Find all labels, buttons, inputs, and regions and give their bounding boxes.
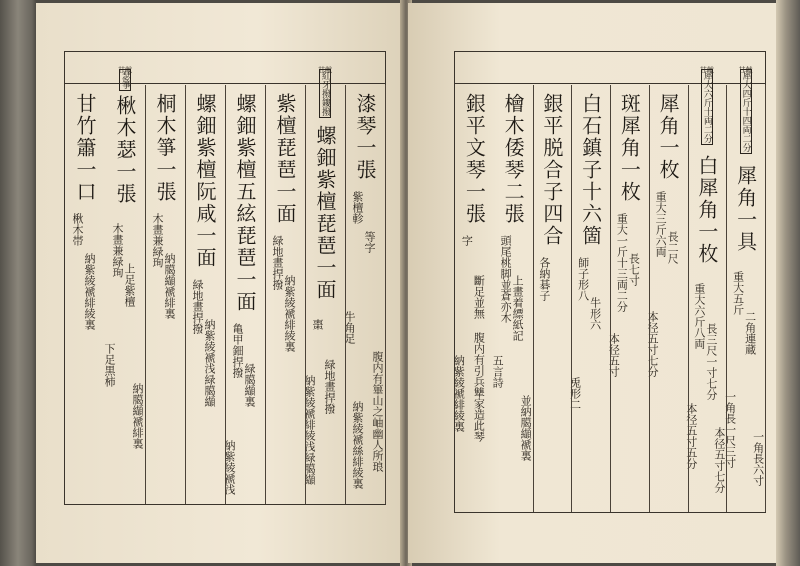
left-page-header-band <box>65 52 385 84</box>
entry-note: 楸木帯 <box>71 213 84 246</box>
entry-title: 銀平脱合子四合 <box>539 93 564 247</box>
entry-note: 緑地畫捍撥 <box>323 359 336 414</box>
entry-note: 納紫綾褫緋綾裏 <box>452 355 466 432</box>
right-page-frame <box>454 51 766 513</box>
entry-note: 亀甲鈿捍撥 <box>231 323 244 378</box>
column-4 <box>607 85 650 512</box>
column-2 <box>303 66 346 504</box>
column-8 <box>452 85 494 512</box>
entry-note: 棗 <box>311 319 324 330</box>
entry-note: 上足紫檀 <box>123 263 136 307</box>
entry-note: 本径五寸七分 <box>712 427 726 493</box>
entry-title: 斑犀角一枚 <box>617 93 642 203</box>
entry-note: 重大三斤六両 <box>654 191 668 257</box>
entry-note: 納臈纈褫緋裏 <box>131 383 144 449</box>
left-page <box>36 3 404 563</box>
entry-note: 五言詩 <box>491 355 505 388</box>
entry-note: 重大五斤 <box>731 271 745 315</box>
entry-note: 腹内有篳山之岫幽人所琅 <box>371 351 384 472</box>
entry-note: 納紫綾褫緋綾裏 <box>283 275 296 352</box>
entry-note: 長七寸 <box>627 253 641 286</box>
entry-title: 檜木倭琴二張 <box>501 93 526 225</box>
entry-title: 螺鈿紫檀五絃琵琶一面 <box>233 93 257 313</box>
entry-tag: 甘献 <box>699 66 714 74</box>
entry-note: 緑地畫捍撥 <box>271 235 284 290</box>
label-slip: 犀大四斤十四両二分 <box>740 71 751 152</box>
entry-note: 下足黒柿 <box>103 343 116 387</box>
column-4 <box>225 85 266 504</box>
entry-note: 納紫綾褫緋綾裏 <box>83 253 96 330</box>
column-5 <box>568 85 611 512</box>
column-6 <box>533 85 573 512</box>
entry-note: 並納臈纈褫裏 <box>519 395 533 461</box>
column-5 <box>185 85 226 504</box>
entry-note: 等字 <box>363 231 376 253</box>
entry-tag: 甘献 <box>738 66 753 74</box>
column-6 <box>145 85 186 504</box>
entry-title: 白石鎮子十六箇 <box>578 93 603 247</box>
column-8 <box>65 85 105 504</box>
entry-note: 兎形二 <box>568 377 582 410</box>
entry-note: 木畫兼緑珣 <box>111 223 124 278</box>
entry-note: 牛形六 <box>588 297 602 330</box>
entry-tag: 甘献 <box>118 66 132 74</box>
column-7 <box>491 85 534 512</box>
entry-title: 犀角一枚 <box>656 93 681 181</box>
entry-title: 桐木箏一張 <box>153 93 177 203</box>
label-slip: 犀大六斤十両二分 <box>701 71 712 143</box>
entry-title: 漆琴一張 <box>353 93 377 181</box>
entry-note: 斷足並無 腹内有引兵犨家造此琴 <box>472 275 486 442</box>
entry-title: 銀平文琴一張 <box>462 93 487 225</box>
label-slip: 紅牙撥鏤撥 <box>320 71 330 116</box>
entry-note: 納臈纈褫緋裏 <box>163 253 176 319</box>
entry-title: 白犀角一枚 <box>694 155 719 265</box>
entry-title: 螺鈿紫檀阮咸一面 <box>193 93 217 269</box>
entry-note: 本径五寸 <box>607 333 621 377</box>
column-7 <box>103 66 146 504</box>
left-page-frame <box>64 51 386 505</box>
entry-note: 長三尺一寸七分 <box>704 323 718 400</box>
entry-title: 犀角一具 <box>733 165 758 253</box>
entry-title: 甘竹簫一口 <box>73 93 97 203</box>
entry-note: 牛角足 <box>343 311 356 344</box>
entry-note: 緑臈纈裏 <box>243 363 256 407</box>
column-3 <box>265 85 306 504</box>
entry-note: 師子形八 <box>576 257 590 301</box>
right-page-header-band <box>455 52 765 84</box>
entry-note: 木畫兼緑珣 <box>151 213 164 268</box>
entry-title: 紫檀琵琶一面 <box>273 93 297 225</box>
entry-note: 納紫綾褫絲緋綾裏 <box>351 401 364 489</box>
entry-note: 重大一斤十三両二分 <box>615 213 629 312</box>
entry-note: 一角長六寸 <box>751 431 765 486</box>
book-edge <box>776 0 800 566</box>
label-slip: 瑟箏 <box>120 71 130 89</box>
entry-note: 紫檀軫 <box>351 191 364 224</box>
entry-note: 重大六斤八両 <box>692 283 706 349</box>
right-page <box>408 3 778 563</box>
column-1 <box>345 85 386 504</box>
entry-note: 長二尺 <box>666 231 680 264</box>
entry-note: 各納碁子 <box>537 257 551 301</box>
column-3 <box>646 85 689 512</box>
column-1 <box>723 66 766 512</box>
entry-note: 本径五寸七分 <box>646 311 660 377</box>
entry-title: 楸木瑟一張 <box>113 95 137 205</box>
entry-note: 納紫綾褫浅 <box>223 440 236 495</box>
entry-tag: 甘献 <box>318 66 332 74</box>
entry-note: 納紫綾褫緋綾浅緑臈纈 <box>303 375 316 485</box>
entry-title: 螺鈿紫檀琵琶一面 <box>313 125 337 301</box>
entry-note: 二角連蔵 <box>743 311 757 355</box>
entry-note: 納紫綾褫浅緑臈纈 <box>203 319 216 407</box>
entry-note: 上畫着縹紙記 <box>511 275 525 341</box>
column-2 <box>684 66 728 512</box>
entry-note: 字 <box>460 235 474 246</box>
entry-note: 緑地畫捍撥 <box>191 279 204 334</box>
entry-note: 本径五寸五分 <box>684 403 698 469</box>
entry-note: 頭尾桃脚並蒼亦木 <box>499 235 513 323</box>
entry-note: 一角長一尺三寸 <box>723 391 737 468</box>
